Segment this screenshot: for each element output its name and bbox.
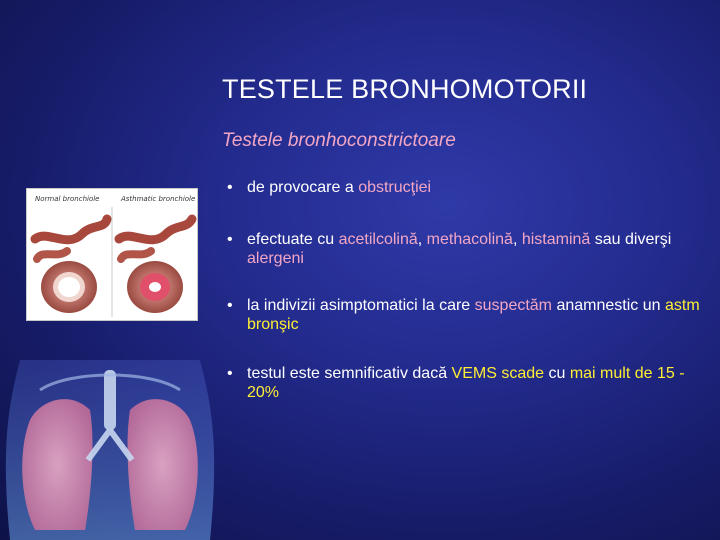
- highlight-obstruction: obstrucţiei: [358, 179, 432, 196]
- bullet-text: de provocare a: [247, 179, 359, 196]
- slide-subtitle: Testele bronhoconstrictoare: [222, 130, 456, 151]
- bullet-text: sau diverşi: [590, 231, 672, 248]
- highlight-histamine: histamină: [521, 231, 591, 248]
- asthmatic-bronchiole-label: Asthmatic bronchiole: [121, 195, 196, 203]
- highlight-allergens: alergeni: [247, 250, 304, 267]
- bullet-provocation: [222, 178, 431, 197]
- bronchiole-comparison-image: [26, 188, 198, 321]
- bullet-text: la indivizii asimptomatici la care: [247, 297, 475, 314]
- bullet-significance: [222, 364, 702, 402]
- bullet-text: efectuate cu: [247, 231, 339, 248]
- bullet-text: ,: [417, 231, 427, 248]
- bullet-text: cu: [544, 365, 570, 382]
- highlight-methacholine: methacolină: [426, 231, 513, 248]
- highlight-asthma: astm bronşic: [247, 297, 700, 333]
- bullet-asymptomatic: [222, 296, 702, 334]
- slide-title: TESTELE BRONHOMOTORII: [222, 74, 588, 104]
- lungs-illustration: [0, 360, 230, 540]
- highlight-suspect: suspectăm: [474, 297, 553, 314]
- bullet-agents: [222, 230, 702, 268]
- highlight-vems: VEMS scade: [451, 365, 545, 382]
- bronchiole-illustration: [27, 189, 197, 320]
- bullet-text: anamnestic un: [552, 297, 665, 314]
- bullet-text: ,: [512, 231, 522, 248]
- bullet-text: testul este semnificativ dacă: [247, 365, 452, 382]
- highlight-acetylcholine: acetilcolină: [338, 231, 418, 248]
- normal-bronchiole-label: Normal bronchiole: [35, 195, 100, 203]
- highlight-threshold: mai mult de 15 - 20%: [247, 365, 685, 401]
